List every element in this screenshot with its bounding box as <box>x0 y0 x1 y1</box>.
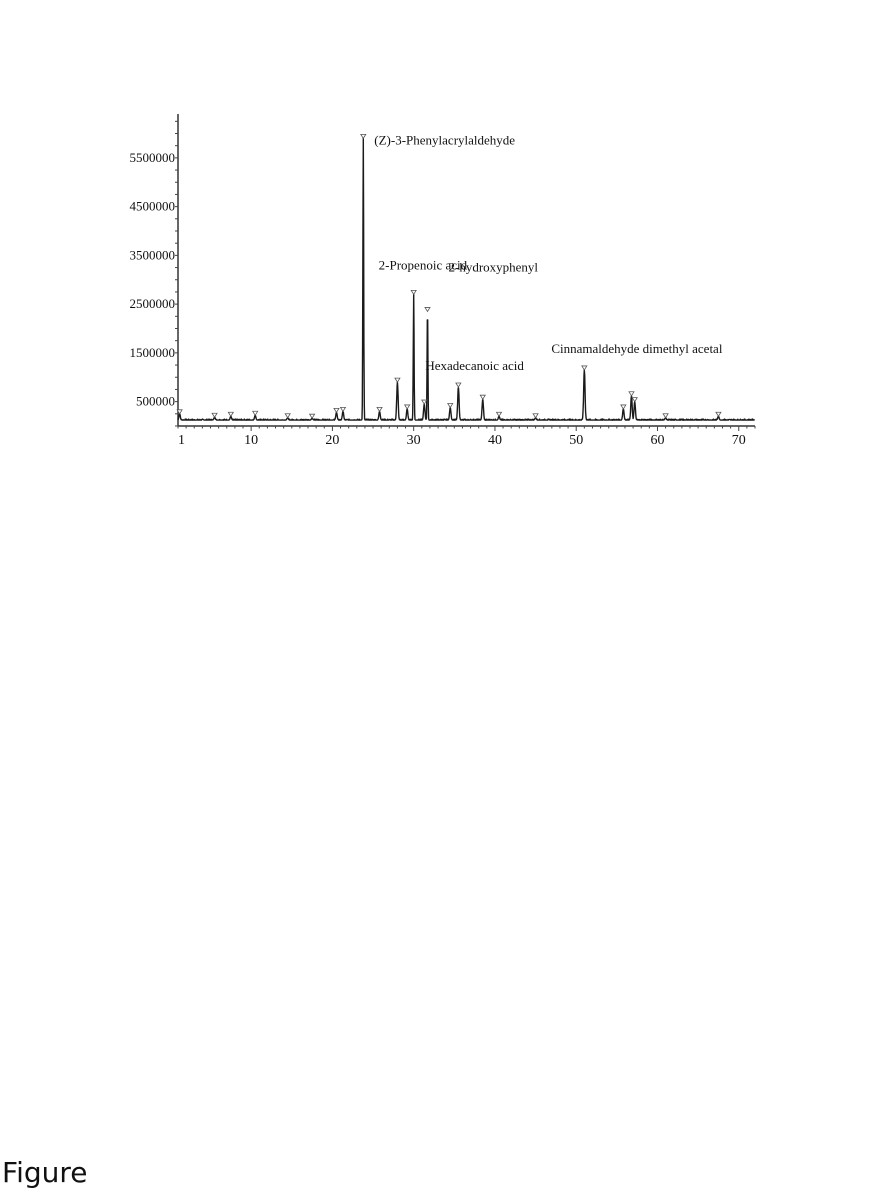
peak-marker <box>582 366 587 370</box>
peak-annotation: 2-hydroxyphenyl <box>448 259 539 275</box>
x-axis <box>178 426 755 448</box>
peak-marker <box>663 414 668 418</box>
peak-marker <box>497 412 502 416</box>
peak-marker <box>228 412 233 416</box>
peak-marker <box>621 405 626 409</box>
peak-marker <box>405 405 410 409</box>
peak-marker <box>448 403 453 407</box>
peak-marker <box>456 383 461 387</box>
x-tick-label: 40 <box>487 433 502 448</box>
peak-marker <box>361 134 366 138</box>
peak-marker <box>422 400 427 404</box>
x-tick-label: 10 <box>244 433 259 448</box>
chromatogram-chart <box>0 0 892 470</box>
x-tick-label: 70 <box>731 433 746 448</box>
peak-annotation: Hexadecanoic acid <box>425 358 524 373</box>
figure-caption: Figure <box>2 1156 88 1189</box>
peak-annotation: Cinnamaldehyde dimethyl acetal <box>551 340 723 356</box>
peak-marker <box>632 398 637 402</box>
x-tick-label: 20 <box>325 433 340 448</box>
x-tick-label: 1 <box>178 433 185 448</box>
peak-marker <box>310 414 315 418</box>
peak-marker <box>285 414 290 418</box>
y-tick-label: 500000 <box>136 393 175 409</box>
y-axis <box>130 114 179 426</box>
y-tick-label: 1500000 <box>129 344 175 360</box>
peak-annotation: 2-Propenoic acid <box>378 257 468 273</box>
y-tick-label: 4500000 <box>129 198 175 214</box>
peak-marker <box>533 414 538 418</box>
peak-marker <box>334 408 339 412</box>
peak-marker <box>716 412 721 416</box>
chromatogram-trace <box>178 138 755 420</box>
y-tick-label: 3500000 <box>129 247 175 263</box>
x-tick-label: 30 <box>406 433 421 448</box>
y-tick-label: 5500000 <box>129 149 175 165</box>
peak-marker <box>253 411 258 415</box>
x-tick-label: 60 <box>650 433 665 448</box>
peak-annotation: (Z)-3-Phenylacrylaldehyde <box>374 132 516 148</box>
peak-marker <box>340 407 345 411</box>
peak-marker <box>411 290 416 294</box>
peak-marker <box>212 413 217 417</box>
peak-marker <box>629 392 634 396</box>
peak-marker <box>480 395 485 399</box>
x-tick-label: 50 <box>569 433 584 448</box>
peak-markers <box>177 134 721 418</box>
peak-marker <box>425 307 430 311</box>
peak-marker <box>395 378 400 382</box>
y-tick-label: 2500000 <box>129 296 175 312</box>
peak-marker <box>377 407 382 411</box>
